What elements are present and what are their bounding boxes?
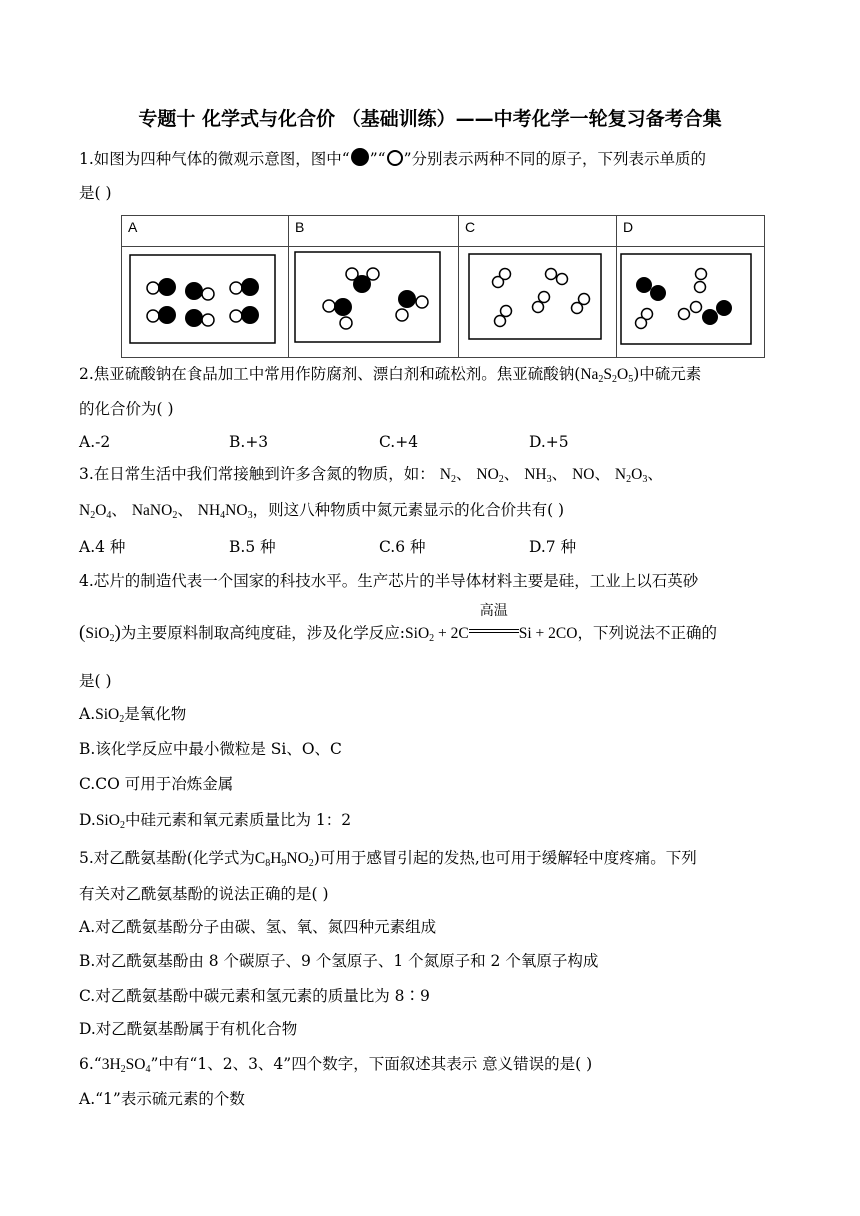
q2-stem: 2.焦亚硫酸钠在食品加工中常用作防腐剂、漂白剂和疏松剂。焦亚硫酸钠$(Na_2S_2O_5)$中硫元素	[79, 365, 702, 385]
q2-option-a: A.-2	[79, 433, 111, 451]
q5-option-d: D.对乙酰氨基酚属于有机化合物	[79, 1020, 298, 1038]
q4-stem: 4.芯片的制造代表一个国家的科技水平。生产芯片的半导体材料主要是硅，工业上以石英砂	[79, 572, 699, 590]
q4-option-b: B.该化学反应中最小微粒是 Si、O、C	[79, 740, 342, 758]
q5-option-b: B.对乙酰氨基酚由 8 个碳原子、9 个氢原子、1 个氮原子和 2 个氧原子构成	[79, 952, 599, 970]
q3-options	[79, 536, 679, 558]
q3-option-d: D.7 种	[529, 538, 577, 556]
page-title: 专题十 化学式与化合价 （基础训练）——中考化学一轮复习备考合集	[138, 108, 722, 130]
q4-option-d: D.SiO$_2$中硅元素和氧元素质量比为 1：2	[79, 811, 352, 831]
q4-option-c: C.CO 可用于冶炼金属	[79, 775, 234, 793]
option-c-diagram	[459, 247, 617, 358]
q2-option-c: C.+4	[379, 433, 419, 451]
q4-stem-line3: 是( )	[79, 672, 112, 690]
q2-option-b: B.+3	[229, 433, 269, 451]
option-b-header: B	[289, 216, 459, 247]
q5-stem: 5.对乙酰氨基酚(化学式为$C_8H_9NO_2$)可用于感冒引起的发热,也可用于缓解轻中度疼痛。下列	[79, 849, 697, 869]
q3-option-c: C.6 种	[379, 538, 426, 556]
reaction-condition: 高温	[469, 620, 519, 638]
q2-options	[79, 431, 679, 453]
option-b-diagram	[289, 247, 459, 358]
option-d-diagram	[617, 247, 765, 358]
formula-na2s2o5: $Na_2S_2O_5$	[580, 366, 634, 385]
molecule-table	[121, 215, 765, 358]
q4-option-a: A.SiO$_2$是氧化物	[79, 705, 187, 725]
q6-option-a: A.“1”表示硫元素的个数	[79, 1090, 245, 1108]
q2-stem-line2: 的化合价为( )	[79, 400, 174, 418]
white-atom-icon	[386, 149, 404, 167]
q3-option-b: B.5 种	[229, 538, 276, 556]
q1-stem-line2: 是( )	[79, 184, 112, 202]
q5-option-c: C.对乙酰氨基酚中碳元素和氢元素的质量比为 8∶9	[79, 987, 430, 1005]
option-a-diagram	[122, 247, 289, 358]
q2-option-d: D.+5	[529, 433, 569, 451]
q3-stem-line2: $N_2O_4$、 NaNO$_2$、 $NH_4NO_3$，则这八种物质中氮元素显示的化合价共有( )	[79, 501, 565, 521]
q3-option-a: A.4 种	[79, 538, 126, 556]
black-atom-icon	[350, 147, 370, 167]
option-c-header: C	[459, 216, 617, 247]
q5-stem-line2: 有关对乙酰氨基酚的说法正确的是( )	[79, 885, 329, 903]
q6-stem: $6.“3H_2SO_4$”中有“1、2、3、4”四个数字，下面叙述其表示 意义错误的是( )	[79, 1055, 593, 1075]
q3-stem: 3.在日常生活中我们常接触到许多含氮的物质，如： $N_2$、 $NO_2$、 $NH_3$、 NO、 $N_2O_3$、	[79, 465, 663, 485]
q5-option-a: A.对乙酰氨基酚分子由碳、氢、氧、氮四种元素组成	[79, 918, 437, 936]
q1-stem: 1.如图为四种气体的微观示意图，图中“ ”“ ”分别表示两种不同的原子，下列表示单质的	[79, 147, 706, 170]
q4-stem-line2: (SiO$_2$)为主要原料制取高纯度硅，涉及化学反应:SiO$_2$ + 2C 高温 Si + 2CO，下列说法不正确的	[79, 603, 717, 644]
option-d-header: D	[617, 216, 765, 247]
option-a-header: A	[122, 216, 289, 247]
